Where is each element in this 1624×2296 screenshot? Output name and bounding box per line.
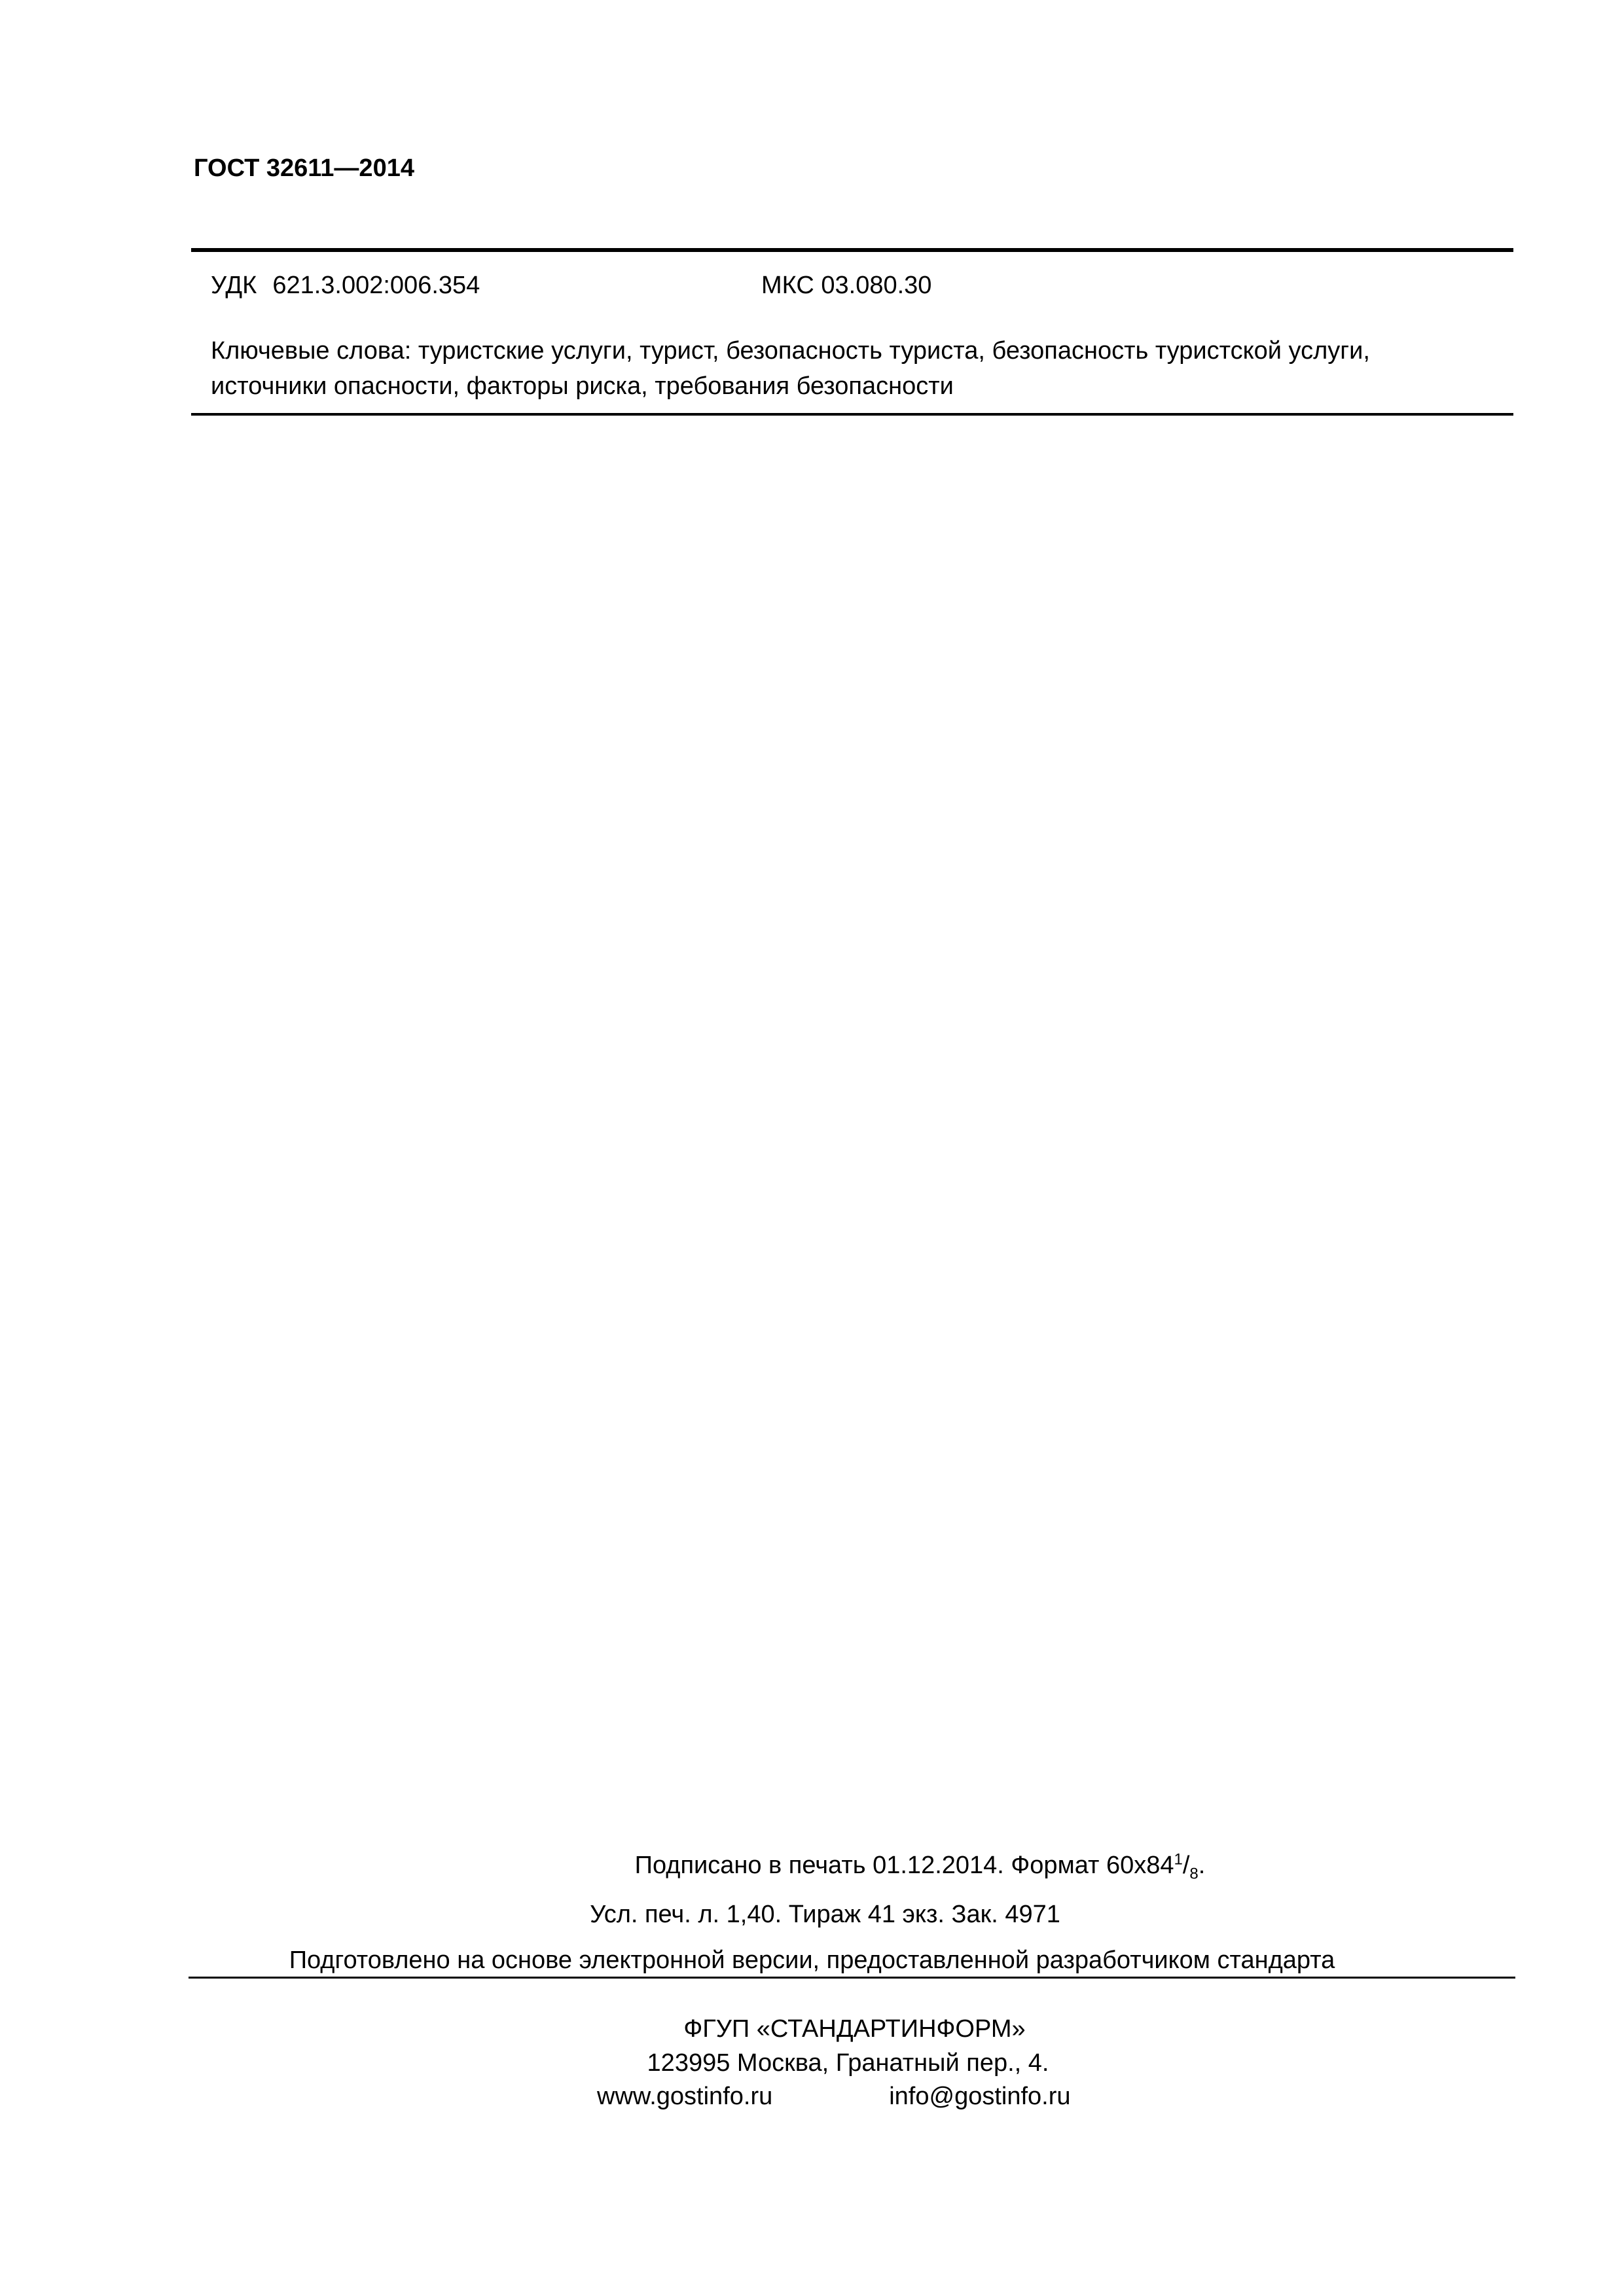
- publisher-address: 123995 Москва, Гранатный пер., 4.: [647, 2049, 1049, 2077]
- top-divider: [191, 248, 1513, 252]
- keywords-line-2: источники опасности, факторы риска, требования безопасности: [211, 372, 954, 400]
- website-link[interactable]: www.gostinfo.ru: [597, 2083, 773, 2110]
- imprint-divider: [189, 1977, 1515, 1979]
- signed-for-print: Подписано в печать 01.12.2014. Формат $60x84^1/_8$.: [634, 1850, 1206, 1883]
- keywords-block: [211, 333, 1370, 404]
- email-link[interactable]: info@gostinfo.ru: [889, 2083, 1071, 2110]
- ics-classification: МКС 03.080.30: [761, 272, 932, 299]
- udc-label: УДК: [211, 272, 257, 299]
- format-fraction-numerator: 1: [1174, 1850, 1183, 1869]
- keywords-line-1: Ключевые слова: туристские услуги, турист, безопасность туриста, безопасность туристской услуги,: [211, 337, 1370, 365]
- document-id: ГОСТ 32611—2014: [194, 154, 414, 182]
- signed-suffix: .: [1198, 1852, 1206, 1879]
- keywords-divider: [191, 413, 1513, 416]
- format-fraction-denominator: 8: [1189, 1865, 1199, 1883]
- prepared-note: Подготовлено на основе электронной версии, предоставленной разработчиком стандарта: [289, 1946, 1335, 1974]
- udc-classification: [211, 269, 480, 302]
- print-sheets-info: Усл. печ. л. 1,40. Тираж 41 экз. Зак. 4971: [590, 1901, 1060, 1928]
- publisher-name: ФГУП «СТАНДАРТИНФОРМ»: [683, 2015, 1026, 2043]
- udc-value: 621.3.002:006.354: [272, 272, 480, 299]
- signed-text: Подписано в печать 01.12.2014. Формат 60x84: [634, 1852, 1174, 1879]
- publisher-contacts: [597, 2080, 1071, 2113]
